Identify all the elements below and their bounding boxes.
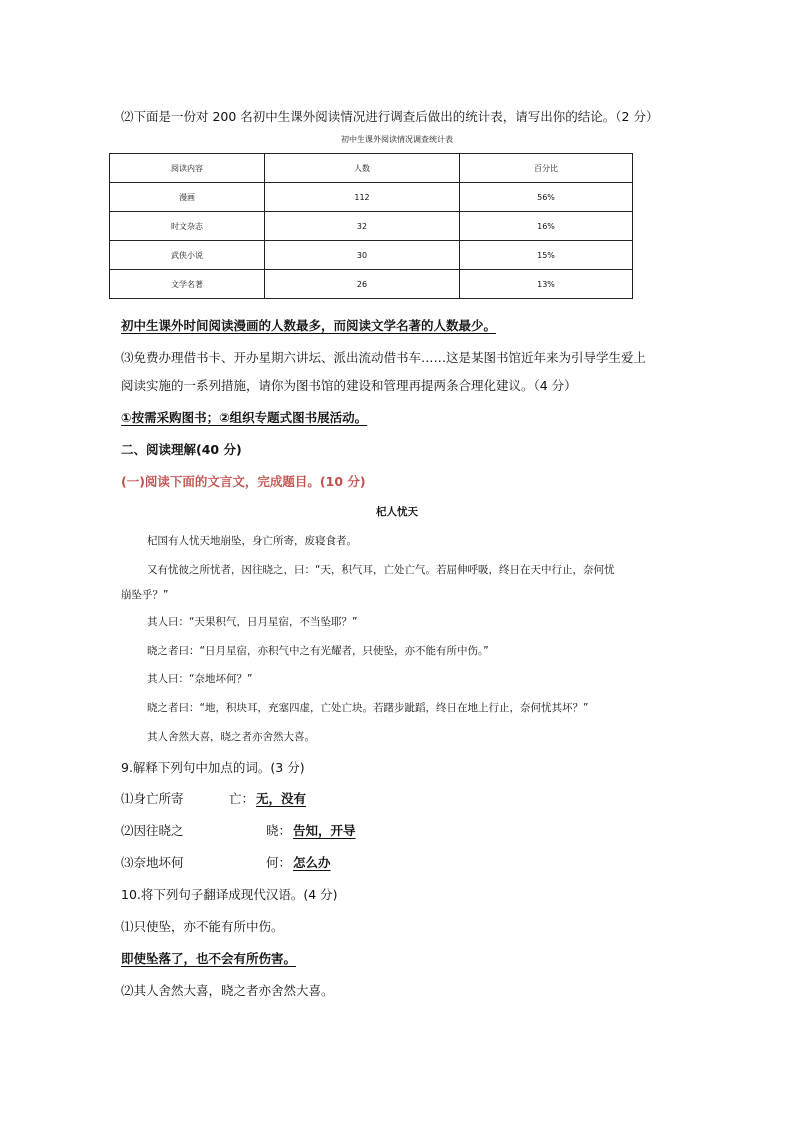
q9-item-word: 亡： — [229, 791, 255, 806]
passage-title: 杞人忧天 — [376, 506, 418, 518]
q9-item-word: 何： — [266, 855, 292, 870]
q2-answer: 初中生课外时间阅读漫画的人数最多，而阅读文学名著的人数最少。 — [121, 318, 497, 333]
q9-item-sentence: ⑶奈地坏何 — [121, 855, 184, 870]
passage-line: 又有忧彼之所忧者，因往晓之，曰：“天，积气耳，亡处亡气。若屈伸呼吸，终日在天中行止，奈何忧 — [147, 564, 615, 576]
cell-count: 30 — [265, 241, 460, 270]
table-row — [110, 212, 633, 241]
q10-item1: ⑴只使坠，亦不能有所中伤。 — [121, 919, 284, 934]
cell-content: 文学名著 — [110, 270, 265, 299]
q10-item2: ⑵其人舍然大喜，晓之者亦舍然大喜。 — [121, 983, 334, 998]
section2-subheading: (一)阅读下面的文言文，完成题目。(10 分) — [121, 474, 366, 489]
q2-prompt: ⑵下面是一份对 200 名初中生课外阅读情况进行调查后做出的统计表，请写出你的结论。（2 分） — [121, 109, 659, 124]
q10-answer1: 即使坠落了，也不会有所伤害。 — [121, 951, 297, 966]
cell-count: 26 — [265, 270, 460, 299]
q3-line2: 阅读实施的一系列措施，请你为图书馆的建设和管理再提两条合理化建议。（4 分） — [121, 378, 577, 393]
cell-content: 武侠小说 — [110, 241, 265, 270]
table-row — [110, 183, 633, 212]
section2-heading: 二、阅读理解(40 分) — [121, 442, 242, 457]
cell-percent: 13% — [460, 270, 633, 299]
q9-item-answer: 无，没有 — [256, 791, 307, 806]
q9-prompt: 9.解释下列句中加点的词。(3 分) — [121, 760, 305, 775]
passage-line: 其人曰：“奈地坏何？” — [147, 673, 253, 685]
table-row — [110, 270, 633, 299]
cell-percent: 15% — [460, 241, 633, 270]
q9-item-answer: 怎么办 — [293, 855, 331, 870]
cell-content: 时文杂志 — [110, 212, 265, 241]
header-count: 人数 — [265, 154, 460, 183]
table-row — [110, 241, 633, 270]
passage-line: 晓之者曰：“地，积块耳，充塞四虚，亡处亡块。若躇步跐蹈，终日在地上行止，奈何忧其坏？” — [147, 702, 589, 714]
table-caption: 初中生课外阅读情况调查统计表 — [341, 135, 453, 144]
passage-line: 晓之者曰：“日月星宿，亦积气中之有光耀者，只使坠，亦不能有所中伤。” — [147, 645, 489, 657]
cell-count: 32 — [265, 212, 460, 241]
header-content: 阅读内容 — [110, 154, 265, 183]
header-percent: 百分比 — [460, 154, 633, 183]
q9-item-sentence: ⑵因往晓之 — [121, 823, 184, 838]
q9-item-answer: 告知，开导 — [293, 823, 356, 838]
reading-stats-table — [109, 153, 633, 299]
cell-percent: 56% — [460, 183, 633, 212]
cell-count: 112 — [265, 183, 460, 212]
passage-line: 杞国有人忧天地崩坠，身亡所寄，废寝食者。 — [147, 535, 357, 547]
q10-prompt: 10.将下列句子翻译成现代汉语。(4 分) — [121, 887, 338, 902]
q9-item-word: 晓： — [266, 823, 292, 838]
q3-line1: ⑶免费办理借书卡、开办星期六讲坛、派出流动借书车……这是某图书馆近年来为引导学生爱上 — [121, 350, 647, 365]
table-header-row — [110, 154, 633, 183]
passage-line: 崩坠乎？” — [121, 589, 169, 601]
passage-line: 其人舍然大喜，晓之者亦舍然大喜。 — [147, 731, 315, 743]
passage-line: 其人曰：“天果积气，日月星宿，不当坠耶？” — [147, 616, 358, 628]
q9-item-sentence: ⑴身亡所寄 — [121, 791, 184, 806]
cell-content: 漫画 — [110, 183, 265, 212]
cell-percent: 16% — [460, 212, 633, 241]
q3-answer: ①按需采购图书；②组织专题式图书展活动。 — [121, 410, 368, 425]
